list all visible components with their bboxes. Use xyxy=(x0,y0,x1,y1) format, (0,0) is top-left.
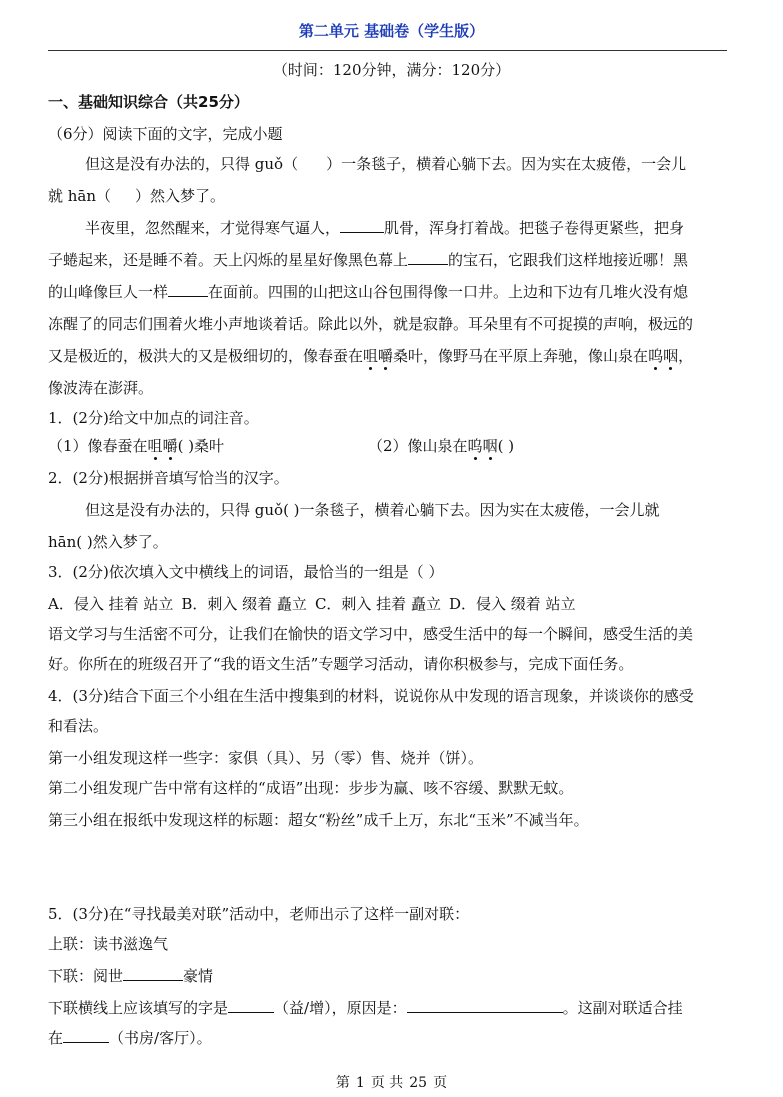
passage-line: 子蜷起来，还是睡不着。天上闪烁的星星好像黑色幕上 的宝石，它跟我们这样地接近哪！黑 xyxy=(48,251,689,269)
header-divider xyxy=(48,50,727,51)
answer-blank[interactable] xyxy=(228,998,274,1013)
option-b[interactable]: B．刺入 缀着 矗立 xyxy=(181,595,307,613)
passage-line: 又是极近的，极洪大的又是极细切的，像春蚕在咀嚼桑叶，像野马在平原上奔驰，像山泉在呜咽， xyxy=(48,347,694,365)
passage-line: 半夜里，忽然醒来，才觉得寒气逼人， 肌骨，浑身打着战。把毯子卷得更紧些，把身 xyxy=(85,219,685,237)
passage-line: 但这是没有办法的，只得 guǒ（ ）一条毯子，横着心躺下去。因为实在太疲倦，一会儿 xyxy=(85,155,687,173)
question-4-stem: 和看法。 xyxy=(48,717,109,735)
question-2-stem: 2．(2分)根据拼音填写恰当的汉字。 xyxy=(48,469,289,487)
page-title: 第二单元 基础卷（学生版） xyxy=(298,22,485,40)
couplet-upper: 上联：读书滋逸气 xyxy=(48,935,169,953)
emphasis-char: 咽 xyxy=(663,347,679,365)
passage-line: 的山峰像巨人一样 在面前。四围的山把这山谷包围得像一口井。上边和下边有几堆火没有熄 xyxy=(48,283,689,301)
option-d[interactable]: D．侵入 缀着 站立 xyxy=(448,595,576,613)
emphasis-char: 咀 xyxy=(363,347,379,365)
answer-blank[interactable] xyxy=(63,1028,109,1043)
group-2-material: 第二小组发现广告中常有这样的“成语”出现：步步为赢、咳不容缓、默默无蚊。 xyxy=(48,779,574,797)
question-3-stem: 3．(2分)依次填入文中横线上的词语，最恰当的一组是（ ） xyxy=(48,563,444,581)
answer-blank[interactable] xyxy=(168,282,208,297)
question-3-options xyxy=(48,594,576,614)
question-4-stem: 4．(3分)结合下面三个小组在生活中搜集到的材料，说说你从中发现的语言现象，并谈谈你的感受 xyxy=(48,687,694,705)
question-1-part-1: （1）像春蚕在咀嚼( )桑叶 xyxy=(48,437,225,455)
context-line: 好。你所在的班级召开了“我的语文生活”专题学习活动，请你积极参与，完成下面任务。 xyxy=(48,655,634,673)
group-3-material: 第三小组在报纸中发现这样的标题：超女“粉丝”成千上万，东北“玉米”不减当年。 xyxy=(48,811,589,829)
passage-line: 就 hān（ ）然入梦了。 xyxy=(48,187,226,205)
question-1-part-2: （2）像山泉在呜咽( ) xyxy=(368,437,515,455)
group-1-material: 第一小组发现这样一些字：家俱（具）、另（零）售、烧并（饼）。 xyxy=(48,749,484,767)
page-number: 1 xyxy=(355,1075,365,1091)
option-a[interactable]: A．侵入 挂着 站立 xyxy=(48,595,174,613)
question-2-line: hān( )然入梦了。 xyxy=(48,533,168,551)
answer-blank[interactable] xyxy=(407,998,563,1013)
section-heading: 一、基础知识综合（共25分） xyxy=(48,93,249,111)
couplet-lower: 下联：阅世 豪情 xyxy=(48,967,214,985)
answer-blank[interactable] xyxy=(123,966,183,981)
question-1-stem: 1．(2分)给文中加点的词注音。 xyxy=(48,409,259,427)
passage-intro: （6分）阅读下面的文字，完成小题 xyxy=(48,125,283,143)
passage-line: 冻醒了的同志们围着火堆小声地谈着话。除此以外，就是寂静。耳朵里有不可捉摸的声响，极远的 xyxy=(48,315,694,333)
context-line: 语文学习与生活密不可分，让我们在愉快的语文学习中，感受生活中的每一个瞬间，感受生活的美 xyxy=(48,625,694,643)
emphasis-char: 呜 xyxy=(648,347,664,365)
emphasis-char: 嚼 xyxy=(378,347,394,365)
question-2-line: 但这是没有办法的，只得 guǒ( )一条毯子，横着心躺下去。因为实在太疲倦，一会儿就 xyxy=(85,501,660,519)
answer-blank[interactable] xyxy=(340,218,384,233)
page-footer: 第 1 页 共 25 页 xyxy=(335,1075,448,1091)
answer-blank[interactable] xyxy=(408,250,448,265)
total-pages: 25 xyxy=(409,1075,428,1091)
question-5-stem: 5．(3分)在“寻找最美对联”活动中，老师出示了这样一副对联： xyxy=(48,905,470,923)
question-5-line: 在 （书房/客厅）。 xyxy=(48,1029,212,1047)
passage-line: 像波涛在澎湃。 xyxy=(48,379,154,397)
exam-info: （时间：120分钟，满分：120分） xyxy=(272,61,511,79)
option-c[interactable]: C．刺入 挂着 矗立 xyxy=(314,595,441,613)
question-5-line: 下联横线上应该填写的字是 （益/增），原因是： 。这副对联适合挂 xyxy=(48,999,683,1017)
